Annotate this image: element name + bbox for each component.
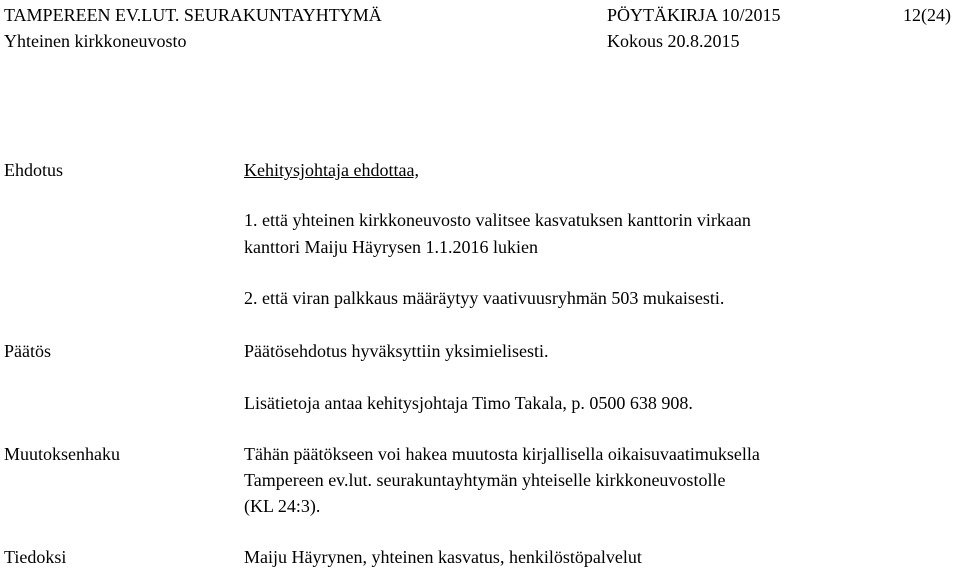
header-page-number: 12(24)	[903, 5, 951, 25]
notice-recipients: Maiju Häyrynen, yhteinen kasvatus, henkilöstöpalvelut	[244, 547, 642, 567]
section-label-muutoksenhaku: Muutoksenhaku	[4, 444, 120, 464]
section-label-paatos: Päätös	[4, 341, 51, 361]
appeal-line-2: Tampereen ev.lut. seurakuntayhtymän yhteiselle kirkkoneuvostolle	[244, 470, 726, 490]
section-label-ehdotus: Ehdotus	[4, 160, 64, 180]
appeal-line-1: Tähän päätökseen voi hakea muutosta kirjallisella oikaisuvaatimuksella	[244, 444, 760, 464]
header-organization: TAMPEREEN EV.LUT. SEURAKUNTAYHTYMÄ	[4, 5, 382, 25]
header-body-name: Yhteinen kirkkoneuvosto	[4, 31, 187, 51]
decision-text: Päätösehdotus hyväksyttiin yksimielisesti.	[244, 341, 549, 361]
proposal-intro: Kehitysjohtaja ehdottaa,	[244, 160, 419, 180]
header-meeting-date: Kokous 20.8.2015	[607, 31, 740, 51]
proposal-item-1-line-2: kanttori Maiju Häyrysen 1.1.2016 lukien	[244, 237, 538, 257]
appeal-line-3: (KL 24:3).	[244, 496, 321, 516]
proposal-item-1-line-1: 1. että yhteinen kirkkoneuvosto valitsee kasvatuksen kanttorin virkaan	[244, 210, 751, 230]
section-label-tiedoksi: Tiedoksi	[4, 547, 67, 567]
additional-info: Lisätietoja antaa kehitysjohtaja Timo Takala, p. 0500 638 908.	[244, 393, 693, 413]
proposal-item-2: 2. että viran palkkaus määräytyy vaativuusryhmän 503 mukaisesti.	[244, 288, 725, 308]
header-document-type: PÖYTÄKIRJA 10/2015	[607, 5, 781, 25]
